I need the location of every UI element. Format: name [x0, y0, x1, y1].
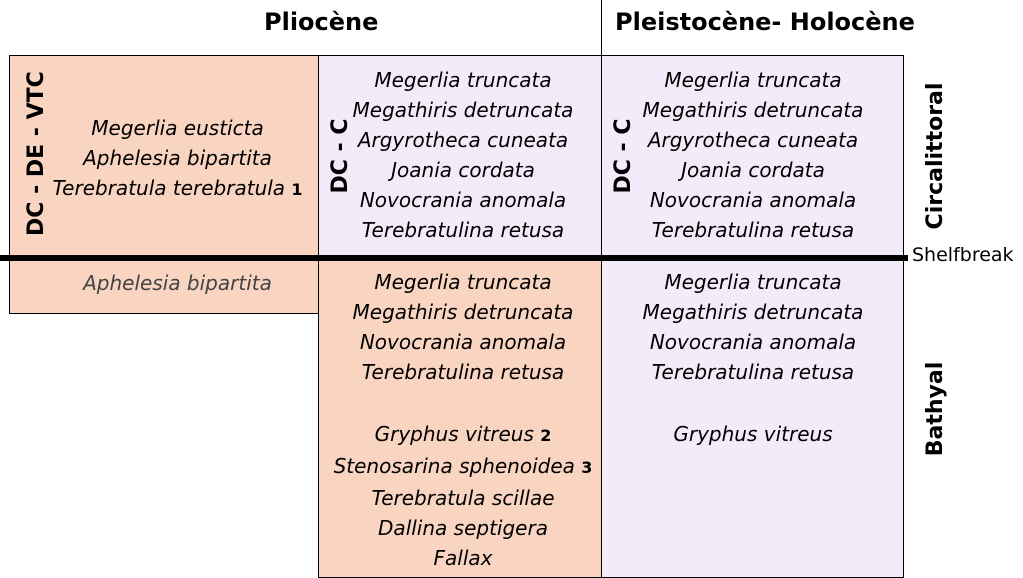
facies-label-holocene: DC - C — [611, 118, 636, 194]
zone-label-bathyal: Bathyal — [923, 361, 948, 457]
species-item: Dallina septigera — [378, 516, 548, 540]
species-item: Novocrania anomala — [649, 330, 857, 354]
species-item: Megerlia truncata — [664, 68, 842, 92]
facies-label-pliocene-left: DC - DE - VTC — [24, 71, 49, 236]
shelfbreak-line — [0, 255, 908, 261]
header-pleistocene-holocene: Pleistocène- Holocène — [615, 8, 915, 36]
species-item: Megathiris detruncata — [642, 98, 864, 122]
species-item: Argyrotheca cuneata — [357, 128, 569, 152]
shelfbreak-label: Shelfbreak — [912, 244, 1014, 266]
species-item: Joania cordata — [391, 158, 535, 182]
species-item: Novocrania anomala — [359, 188, 567, 212]
species-list-pliocene-left-upper — [40, 113, 315, 205]
species-name: Terebratula terebratula — [52, 176, 286, 200]
species-item: Megerlia truncata — [664, 270, 842, 294]
spacer — [630, 387, 876, 419]
species-item: Megerlia truncata — [374, 68, 552, 92]
species-item: Terebratulina retusa — [651, 360, 855, 384]
facies-label-pliocene-mid: DC - C — [328, 118, 353, 194]
species-item — [322, 451, 604, 483]
species-list-holocene-upper — [630, 65, 876, 245]
header-pliocene: Pliocène — [264, 8, 379, 36]
species-item: Novocrania anomala — [649, 188, 857, 212]
species-item: Megathiris detruncata — [352, 98, 574, 122]
species-item: Megerlia truncata — [374, 270, 552, 294]
footnote-marker: 2 — [540, 426, 552, 445]
spacer — [322, 387, 604, 419]
species-item: Terebratulina retusa — [361, 218, 565, 242]
species-item: Argyrotheca cuneata — [647, 128, 859, 152]
species-item — [322, 419, 604, 451]
species-item: Megathiris detruncata — [642, 300, 864, 324]
species-item: Terebratula scillae — [371, 486, 555, 510]
species-item: Fallax — [433, 546, 493, 570]
species-item — [40, 173, 315, 205]
species-item: Aphelesia bipartita — [83, 271, 272, 295]
species-item: Terebratulina retusa — [651, 218, 855, 242]
species-list-pliocene-mid-lower — [322, 267, 604, 573]
species-item: Terebratulina retusa — [361, 360, 565, 384]
species-item: Megerlia eusticta — [91, 116, 264, 140]
header-divider — [601, 0, 602, 56]
species-name: Stenosarina sphenoidea — [333, 454, 575, 478]
zone-label-circalittoral: Circalittoral — [923, 82, 948, 230]
footnote-marker: 3 — [581, 458, 593, 477]
species-name: Gryphus vitreus — [374, 422, 534, 446]
species-item: Gryphus vitreus — [673, 422, 833, 446]
species-item: Megathiris detruncata — [352, 300, 574, 324]
species-list-pliocene-left-lower — [40, 268, 315, 298]
species-item: Joania cordata — [681, 158, 825, 182]
species-item: Novocrania anomala — [359, 330, 567, 354]
species-list-holocene-lower — [630, 267, 876, 449]
species-list-pliocene-mid-upper — [345, 65, 581, 245]
species-item: Aphelesia bipartita — [83, 146, 272, 170]
footnote-marker: 1 — [291, 180, 303, 199]
